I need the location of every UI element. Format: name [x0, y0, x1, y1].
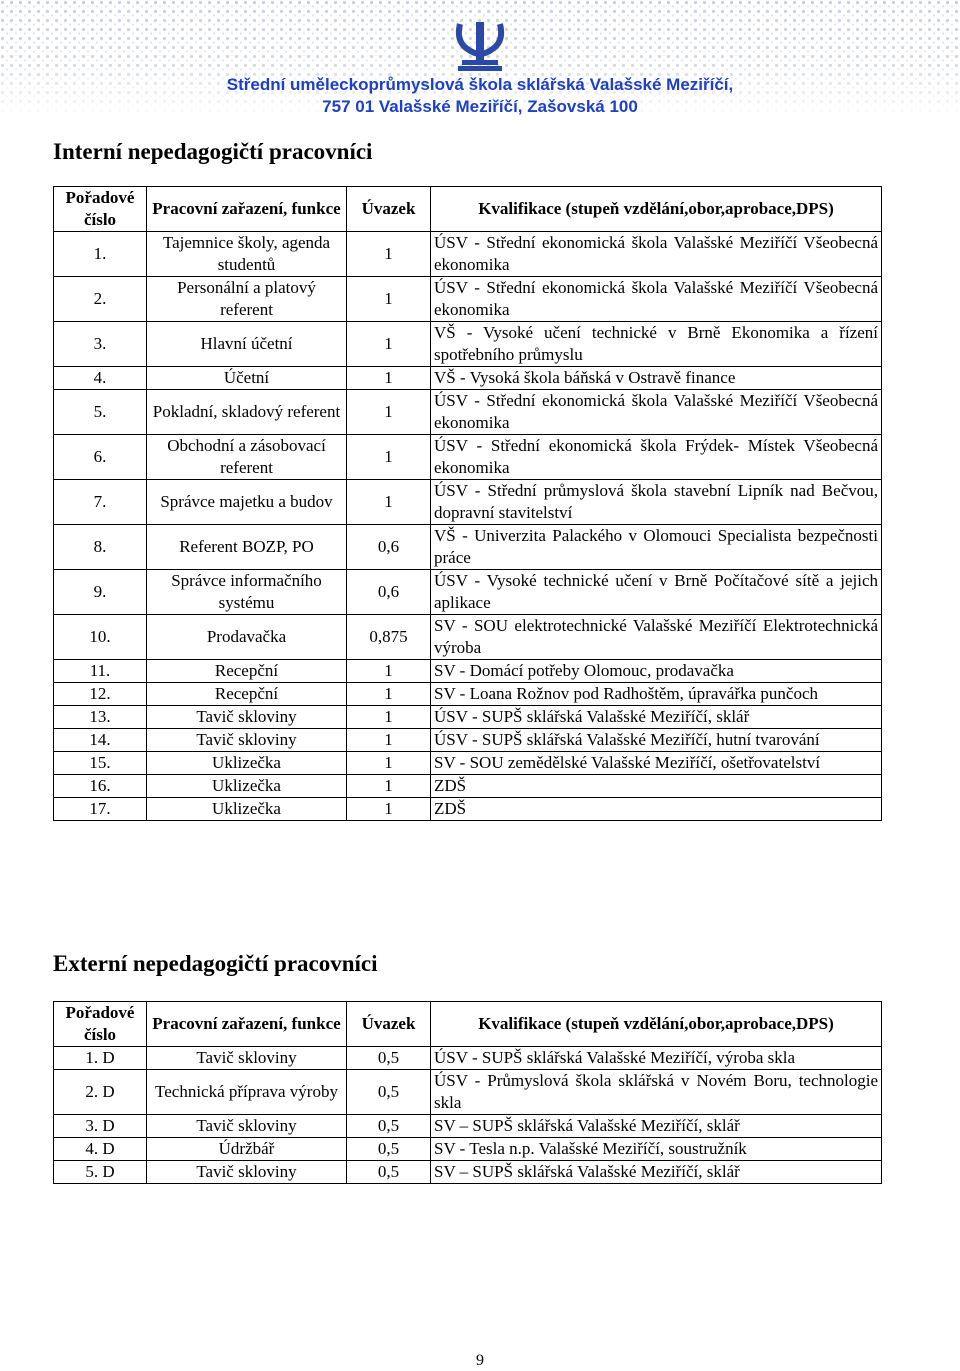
row-load: 1 — [347, 435, 431, 480]
header-order: Pořadové číslo — [54, 187, 147, 232]
table-row — [54, 367, 882, 390]
row-load: 1 — [347, 752, 431, 775]
row-load: 1 — [347, 390, 431, 435]
row-number: 2. — [54, 277, 147, 322]
table-header-row — [54, 187, 882, 232]
header-qualification: Kvalifikace (stupeň vzdělání,obor,aprobace,DPS) — [431, 1002, 882, 1047]
table-row — [54, 1070, 882, 1115]
table-row — [54, 615, 882, 660]
row-qualification: ÚSV - SUPŠ sklářská Valašské Meziříčí, hutní tvarování — [431, 729, 882, 752]
external-staff-title: Externí nepedagogičtí pracovníci — [53, 951, 378, 976]
school-logo-icon — [452, 20, 508, 72]
table-row — [54, 435, 882, 480]
table-row — [54, 1138, 882, 1161]
table-row — [54, 660, 882, 683]
row-number: 7. — [54, 480, 147, 525]
table-row — [54, 322, 882, 367]
row-position: Pokladní, skladový referent — [147, 390, 347, 435]
row-number: 15. — [54, 752, 147, 775]
header-position: Pracovní zařazení, funkce — [147, 1002, 347, 1047]
row-qualification: ÚSV - Střední ekonomická škola Valašské Meziříčí Všeobecná ekonomika — [431, 277, 882, 322]
row-qualification: ÚSV - Střední ekonomická škola Valašské Meziříčí Všeobecná ekonomika — [431, 390, 882, 435]
row-position: Správce informačního systému — [147, 570, 347, 615]
row-position: Tavič skloviny — [147, 1047, 347, 1070]
row-number: 8. — [54, 525, 147, 570]
row-qualification: ÚSV - Průmyslová škola sklářská v Novém Boru, technologie skla — [431, 1070, 882, 1115]
table-row — [54, 798, 882, 821]
row-qualification: VŠ - Univerzita Palackého v Olomouci Specialista bezpečnosti práce — [431, 525, 882, 570]
row-number: 5. D — [54, 1161, 147, 1184]
row-position: Uklizečka — [147, 798, 347, 821]
table-row — [54, 1047, 882, 1070]
table-row — [54, 570, 882, 615]
row-load: 0,875 — [347, 615, 431, 660]
row-load: 0,5 — [347, 1115, 431, 1138]
row-number: 12. — [54, 683, 147, 706]
school-name — [0, 74, 960, 118]
row-number: 4. — [54, 367, 147, 390]
row-position: Tajemnice školy, agenda studentů — [147, 232, 347, 277]
row-qualification: ZDŠ — [431, 775, 882, 798]
internal-staff-title: Interní nepedagogičtí pracovníci — [53, 139, 373, 164]
row-position: Prodavačka — [147, 615, 347, 660]
row-load: 1 — [347, 367, 431, 390]
row-number: 14. — [54, 729, 147, 752]
table-row — [54, 729, 882, 752]
header-load: Úvazek — [347, 1002, 431, 1047]
table-row — [54, 1115, 882, 1138]
row-qualification: SV - SOU zemědělské Valašské Meziříčí, ošetřovatelství — [431, 752, 882, 775]
row-number: 10. — [54, 615, 147, 660]
row-load: 1 — [347, 775, 431, 798]
row-load: 1 — [347, 798, 431, 821]
row-number: 11. — [54, 660, 147, 683]
row-position: Údržbář — [147, 1138, 347, 1161]
row-qualification: SV - Domácí potřeby Olomouc, prodavačka — [431, 660, 882, 683]
row-position: Hlavní účetní — [147, 322, 347, 367]
table-row — [54, 525, 882, 570]
row-position: Tavič skloviny — [147, 1115, 347, 1138]
row-number: 6. — [54, 435, 147, 480]
row-position: Tavič skloviny — [147, 706, 347, 729]
row-number: 1. — [54, 232, 147, 277]
row-qualification: SV - Tesla n.p. Valašské Meziříčí, soustružník — [431, 1138, 882, 1161]
page-number: 9 — [476, 1352, 484, 1369]
school-name-line1: Střední uměleckoprůmyslová škola sklářská Valašské Meziříčí, — [226, 75, 734, 94]
row-qualification: ÚSV - Střední průmyslová škola stavební Lipník nad Bečvou, dopravní stavitelství — [431, 480, 882, 525]
row-position: Obchodní a zásobovací referent — [147, 435, 347, 480]
row-position: Referent BOZP, PO — [147, 525, 347, 570]
internal-staff-table — [53, 186, 882, 821]
row-number: 17. — [54, 798, 147, 821]
row-load: 1 — [347, 706, 431, 729]
row-qualification: ÚSV - SUPŠ sklářská Valašské Meziříčí, výroba skla — [431, 1047, 882, 1070]
row-position: Tavič skloviny — [147, 1161, 347, 1184]
row-load: 1 — [347, 322, 431, 367]
row-number: 1. D — [54, 1047, 147, 1070]
row-load: 1 — [347, 232, 431, 277]
row-number: 3. D — [54, 1115, 147, 1138]
row-qualification: SV - Loana Rožnov pod Radhoštěm, úpravářka punčoch — [431, 683, 882, 706]
row-load: 1 — [347, 277, 431, 322]
table-row — [54, 232, 882, 277]
row-load: 0,6 — [347, 525, 431, 570]
row-position: Personální a platový referent — [147, 277, 347, 322]
row-position: Uklizečka — [147, 752, 347, 775]
row-load: 1 — [347, 480, 431, 525]
school-address: 757 01 Valašské Meziříčí, Zašovská 100 — [322, 97, 638, 116]
row-position: Správce majetku a budov — [147, 480, 347, 525]
header-qualification: Kvalifikace (stupeň vzdělání,obor,aprobace,DPS) — [431, 187, 882, 232]
table-row — [54, 390, 882, 435]
table-row — [54, 752, 882, 775]
row-load: 0,5 — [347, 1047, 431, 1070]
table-row — [54, 683, 882, 706]
row-qualification: ÚSV - Vysoké technické učení v Brně Počítačové sítě a jejich aplikace — [431, 570, 882, 615]
table-row — [54, 775, 882, 798]
row-qualification: ÚSV - SUPŠ sklářská Valašské Meziříčí, sklář — [431, 706, 882, 729]
row-load: 0,5 — [347, 1161, 431, 1184]
table-row — [54, 277, 882, 322]
row-position: Recepční — [147, 683, 347, 706]
row-position: Tavič skloviny — [147, 729, 347, 752]
row-qualification: SV – SUPŠ sklářská Valašské Meziříčí, sklář — [431, 1115, 882, 1138]
row-number: 9. — [54, 570, 147, 615]
external-staff-table — [53, 1001, 882, 1184]
table-row — [54, 706, 882, 729]
row-qualification: VŠ - Vysoká škola báňská v Ostravě finance — [431, 367, 882, 390]
row-load: 1 — [347, 683, 431, 706]
row-qualification: ÚSV - Střední ekonomická škola Valašské Meziříčí Všeobecná ekonomika — [431, 232, 882, 277]
header-load: Úvazek — [347, 187, 431, 232]
table-row — [54, 480, 882, 525]
table-header-row — [54, 1002, 882, 1047]
row-qualification: SV – SUPŠ sklářská Valašské Meziříčí, sklář — [431, 1161, 882, 1184]
row-qualification: ZDŠ — [431, 798, 882, 821]
row-qualification: SV - SOU elektrotechnické Valašské Meziříčí Elektrotechnická výroba — [431, 615, 882, 660]
row-position: Účetní — [147, 367, 347, 390]
row-qualification: ÚSV - Střední ekonomická škola Frýdek- Místek Všeobecná ekonomika — [431, 435, 882, 480]
header-banner — [0, 0, 960, 118]
row-qualification: VŠ - Vysoké učení technické v Brně Ekonomika a řízení spotřebního průmyslu — [431, 322, 882, 367]
row-load: 0,5 — [347, 1138, 431, 1161]
row-number: 2. D — [54, 1070, 147, 1115]
header-position: Pracovní zařazení, funkce — [147, 187, 347, 232]
row-load: 1 — [347, 729, 431, 752]
row-number: 13. — [54, 706, 147, 729]
row-position: Recepční — [147, 660, 347, 683]
row-number: 3. — [54, 322, 147, 367]
row-number: 4. D — [54, 1138, 147, 1161]
header-order: Pořadové číslo — [54, 1002, 147, 1047]
row-position: Uklizečka — [147, 775, 347, 798]
row-load: 0,6 — [347, 570, 431, 615]
row-position: Technická příprava výroby — [147, 1070, 347, 1115]
row-load: 1 — [347, 660, 431, 683]
row-load: 0,5 — [347, 1070, 431, 1115]
table-row — [54, 1161, 882, 1184]
row-number: 16. — [54, 775, 147, 798]
row-number: 5. — [54, 390, 147, 435]
